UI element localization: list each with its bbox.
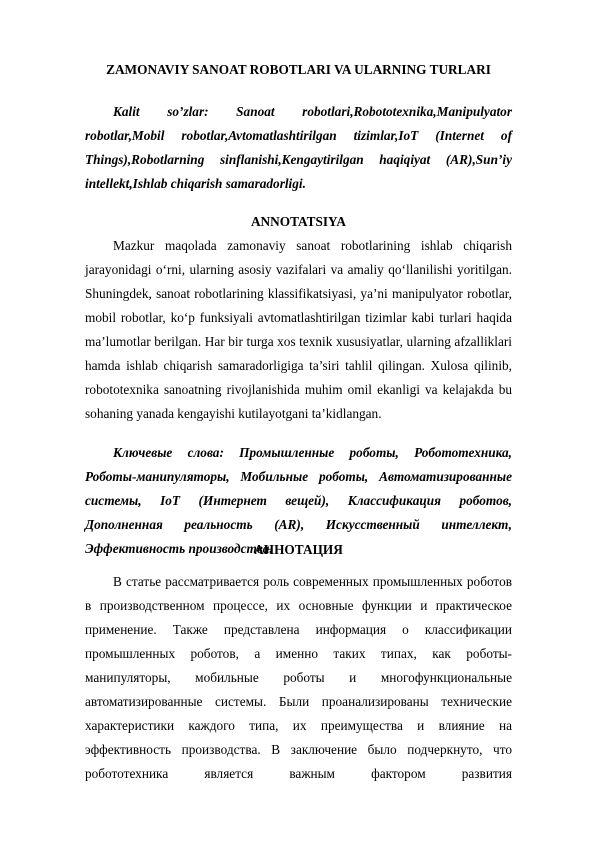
- annotation-uzbek-heading: ANNOTATSIYA: [250, 214, 347, 229]
- annotation-russian-text: В статье рассматривается роль современных промышленных роботов в производственном процессе, их основные функции и практическое применение. Также представлена информация о классификации промышленных роботов, а именно таких типах, как роботы-манипуляторы, мобильные роботы и многофункциональные автоматизированные системы. Были проанализированы технические характеристики каждого типа, их преимущества и влияние на эффективность производства. В заключение было подчеркнуто, что робототехника является важным фактором развития: [85, 574, 512, 781]
- annotation-uzbek-text: Mazkur maqolada zamonaviy sanoat robotlarining ishlab chiqarish jarayonidagi o‘rni, ularning asosiy vazifalari va amaliy qo‘llanilishi yoritilgan. Shuningdek, sanoat robotlarining klassifikatsiyasi, ya’ni manipulyator robotlar, mobil robotlar, ko‘p funksiyali avtomatlashtirilgan tizimlar kabi turlari haqida ma’lumotlar berilgan. Har bir turga xos texnik xususiyatlar, ularning afzalliklari hamda ishlab chiqarish samaradorligiga ta’siri tahlil qilingan. Xulosa qilinib, robototexnika sanoatning rivojlanishida muhim omil ekanligi va kelajakda bu sohaning yanada kengayishi kutilayotgani ta’kidlangan.: [85, 238, 512, 421]
- paper-title: ZAMONAVIY SANOAT ROBOTLARI VA ULARNING TURLARI: [106, 62, 491, 77]
- annotation-russian-heading: АННОТАЦИЯ: [254, 542, 343, 557]
- keywords-uzbek: Kalit so’zlar: Sanoat robotlari,Robototexnika,Manipulyator robotlar,Mobil robotlar,Avtomatlashtirilgan tizimlar,IoT (Internet of Things),Robotlarning sinflanishi,Kengaytirilgan haqiqiyat (AR),Sun’iy intellekt,Ishlab chiqarish samaradorligi.: [85, 104, 512, 191]
- keywords-russian: Ключевые слова: Промышленные роботы, Робототехника, Роботы-манипуляторы, Мобильные роботы, Автоматизированные системы, IoT (Интернет вещей), Классификация роботов, Дополненная реальность (AR), Искусственный интеллект, Эффективность производства.: [85, 445, 512, 556]
